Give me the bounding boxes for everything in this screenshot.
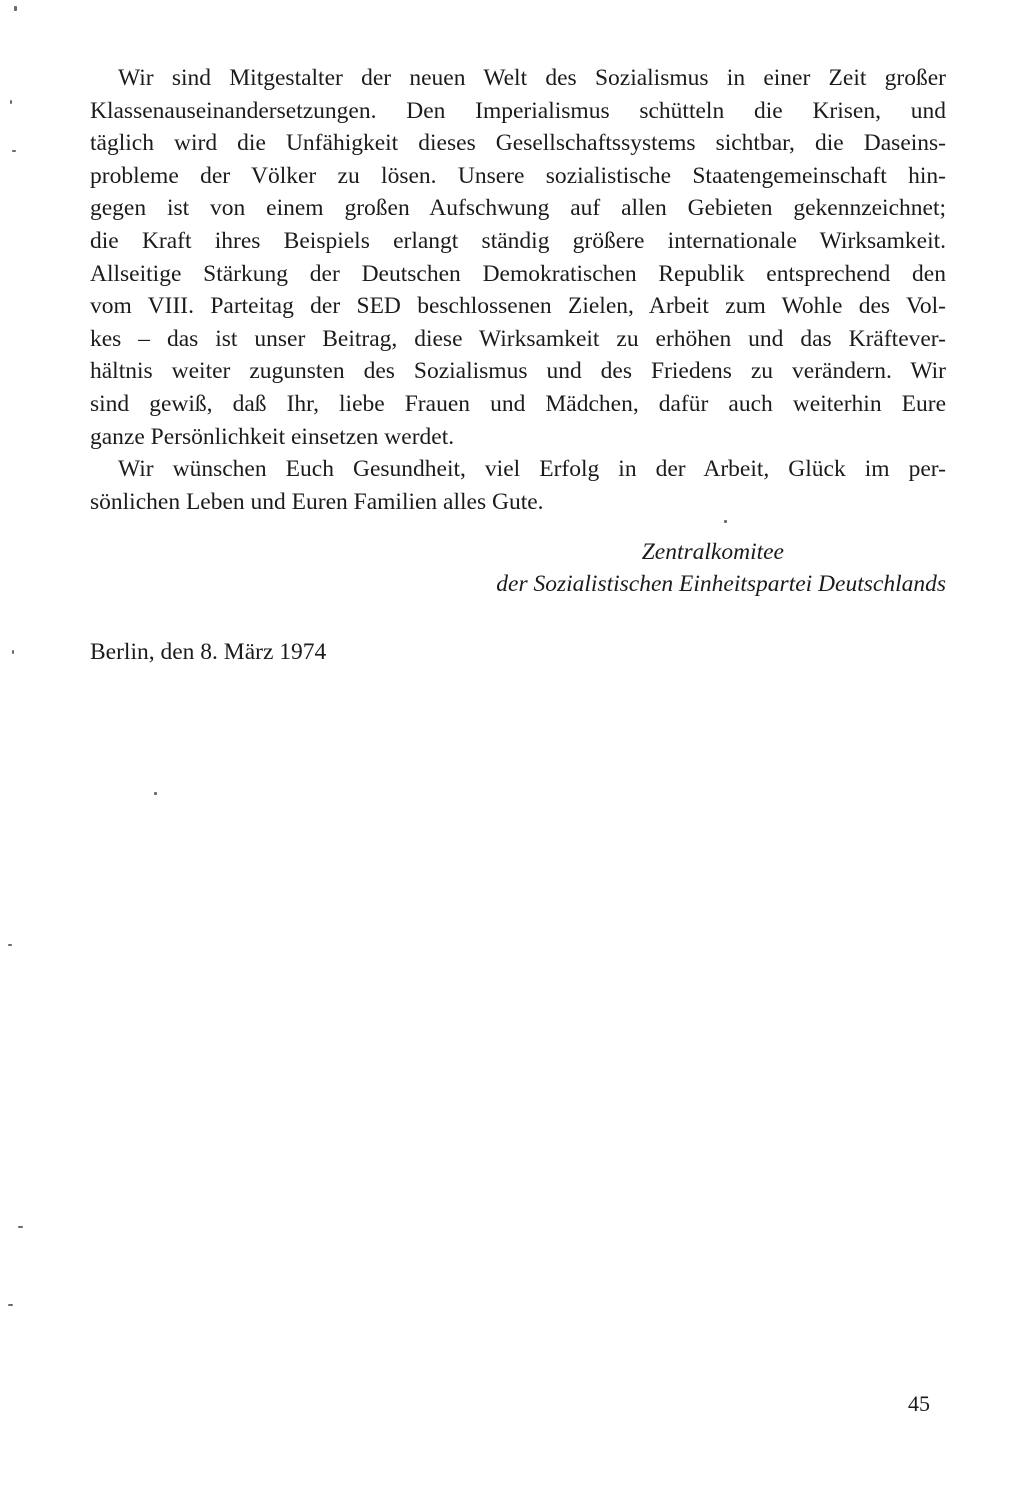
text-line: die Kraft ihres Beispiels erlangt ständig größere internationale Wirksamkeit. <box>90 227 946 254</box>
text-line: Wir sind Mitgestalter der neuen Welt des Sozialismus in einer Zeit großer <box>118 65 946 91</box>
text-line: probleme der Völker zu lösen. Unsere sozialistische Staatengemeinschaft hin- <box>90 162 946 189</box>
scan-speck <box>12 650 14 654</box>
scan-speck <box>10 100 12 104</box>
scan-speck <box>154 792 157 795</box>
scan-speck <box>724 520 727 523</box>
text-line: sind gewiß, daß Ihr, liebe Frauen und Mädchen, dafür auch weiterhin Eure <box>90 390 946 417</box>
scan-speck <box>8 944 12 946</box>
text-line: Wir wünschen Euch Gesundheit, viel Erfolg in der Arbeit, Glück im per- <box>118 456 946 483</box>
text-line: kes – das ist unser Beitrag, diese Wirksamkeit zu erhöhen und das Kräftever- <box>90 325 946 352</box>
signature-line-2: der Sozialistischen Einheitspartei Deutschlands <box>496 571 946 597</box>
text-line: hältnis weiter zugunsten des Sozialismus und des Friedens zu verändern. Wir <box>90 358 946 385</box>
text-line: Allseitige Stärkung der Deutschen Demokratischen Republik entsprechend den <box>90 260 946 287</box>
text-line: ganze Persönlichkeit einsetzen werdet. <box>90 423 455 450</box>
page-number: 45 <box>908 1391 930 1416</box>
signature-line-1: Zentralkomitee <box>641 539 784 565</box>
text-line: sönlichen Leben und Euren Familien alles Gute. <box>90 488 544 515</box>
text-line: Klassenauseinandersetzungen. Den Imperialismus schütteln die Krisen, und <box>90 97 946 124</box>
letter-body <box>90 62 946 518</box>
scan-speck <box>14 6 17 11</box>
scan-speck <box>8 1304 13 1306</box>
text-line: vom VIII. Parteitag der SED beschlossenen Zielen, Arbeit zum Wohle des Vol- <box>90 293 946 320</box>
scan-speck <box>18 1226 23 1228</box>
text-line: gegen ist von einem großen Aufschwung auf allen Gebieten gekennzeichnet; <box>90 195 946 222</box>
dateline: Berlin, den 8. März 1974 <box>90 639 327 665</box>
scan-speck <box>12 150 16 152</box>
text-line: täglich wird die Unfähigkeit dieses Gesellschaftssystems sichtbar, die Daseins- <box>90 130 946 157</box>
signature-block <box>496 536 946 600</box>
